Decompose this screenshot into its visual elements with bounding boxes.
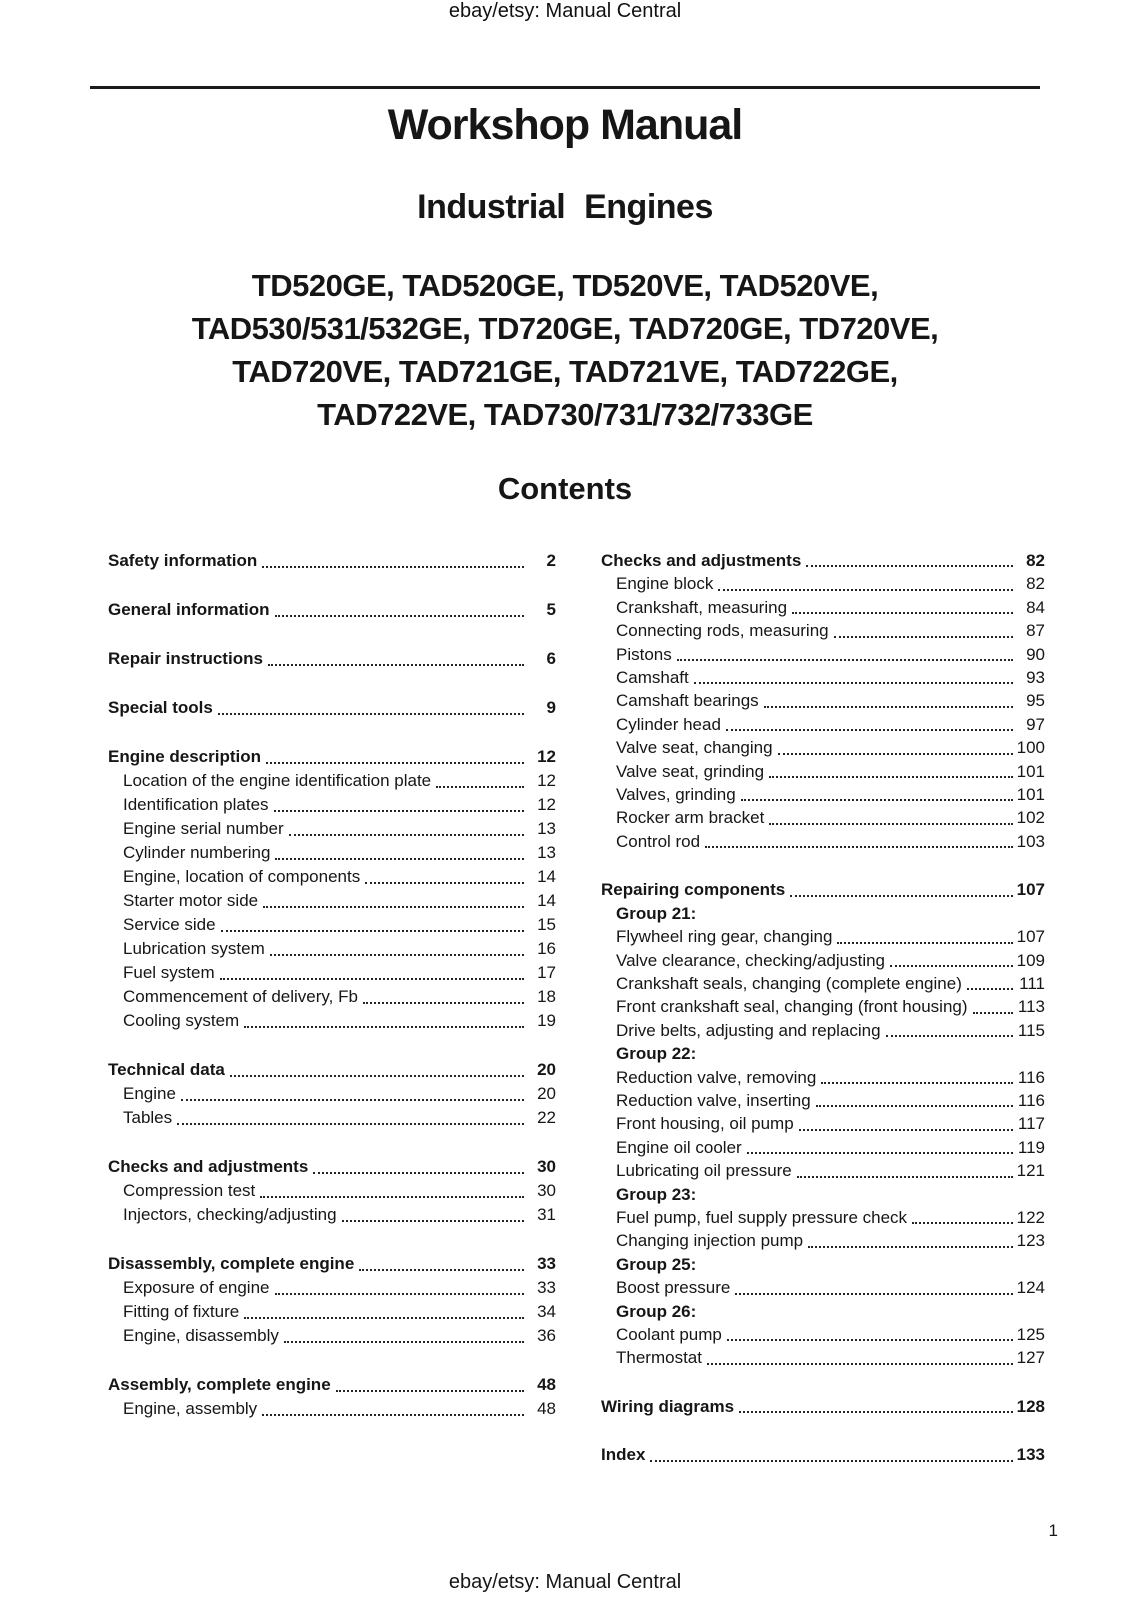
dot-leader <box>705 846 1013 848</box>
toc-page-number: 30 <box>537 1157 556 1176</box>
toc-section <box>108 647 556 671</box>
toc-entry-label: Crankshaft, measuring <box>616 597 788 617</box>
toc-group-subheading <box>601 1042 1045 1065</box>
document-subtitle: Industrial Engines <box>417 188 713 226</box>
toc-page-number: 14 <box>537 891 556 910</box>
toc-entry <box>601 736 1045 759</box>
engine-model-line: TAD722VE, TAD730/731/732/733GE <box>317 397 813 432</box>
toc-entry-label: Engine block <box>616 574 714 594</box>
toc-entry-label: Rocker arm bracket <box>616 808 765 828</box>
toc-entry-label: Repair instructions <box>108 649 263 668</box>
toc-section-heading <box>108 1252 556 1276</box>
dot-leader <box>221 930 524 932</box>
toc-entry-label: Coolant pump <box>616 1325 722 1344</box>
dot-leader <box>284 1341 524 1343</box>
toc-page-number: 13 <box>537 843 556 862</box>
toc-page-number: 82 <box>1026 574 1045 594</box>
toc-group-subheading <box>601 902 1045 925</box>
dot-leader <box>837 942 1013 944</box>
table-of-contents <box>108 549 1045 1492</box>
dot-leader <box>230 1075 524 1077</box>
dot-leader <box>806 565 1013 567</box>
dot-leader <box>289 834 524 836</box>
toc-entry-label: Assembly, complete engine <box>108 1375 331 1394</box>
toc-entry-label: Fitting of fixture <box>123 1302 240 1321</box>
dot-leader <box>797 1176 1013 1178</box>
toc-page-number: 48 <box>537 1399 556 1418</box>
toc-entry <box>601 619 1045 642</box>
toc-entry-label: Valve seat, grinding <box>616 761 765 781</box>
toc-section <box>601 1395 1045 1418</box>
toc-page-number: 12 <box>537 771 556 790</box>
toc-entry <box>108 1276 556 1300</box>
dot-leader <box>359 1269 524 1271</box>
toc-entry-label: Location of the engine identification plate <box>123 771 432 790</box>
dot-leader <box>735 1293 1013 1295</box>
dot-leader <box>808 1246 1013 1248</box>
toc-entry-label: Checks and adjustments <box>108 1157 309 1176</box>
toc-page-number: 2 <box>546 551 556 570</box>
toc-entry <box>601 689 1045 712</box>
toc-entry-label: Service side <box>123 915 216 934</box>
toc-entry <box>601 572 1045 595</box>
toc-entry <box>108 961 556 985</box>
dot-leader <box>764 706 1013 708</box>
toc-entry <box>108 1300 556 1324</box>
dot-leader <box>266 762 524 764</box>
toc-page-number: 13 <box>537 819 556 838</box>
dot-leader <box>220 978 524 980</box>
toc-entry <box>108 841 556 865</box>
toc-entry <box>601 760 1045 783</box>
toc-entry-label: Cylinder numbering <box>123 843 271 862</box>
watermark-footer: ebay/etsy: Manual Central <box>448 1571 682 1593</box>
toc-entry-label: Group 21: <box>616 903 697 923</box>
toc-section-heading <box>108 1373 556 1397</box>
toc-page-number: 117 <box>1017 1114 1045 1134</box>
toc-page-number: 20 <box>537 1084 556 1103</box>
toc-section-heading <box>108 696 556 720</box>
toc-page-number: 109 <box>1016 950 1045 970</box>
toc-entry <box>601 830 1045 853</box>
toc-page-number: 111 <box>1019 973 1045 993</box>
dot-leader <box>816 1105 1013 1107</box>
toc-entry-label: Group 25: <box>616 1254 697 1274</box>
dot-leader <box>821 1082 1013 1084</box>
dot-leader <box>747 1152 1013 1154</box>
toc-entry <box>601 1112 1045 1135</box>
toc-page-number: 87 <box>1026 621 1045 641</box>
toc-page-number: 48 <box>537 1375 556 1394</box>
toc-page-number: 17 <box>537 963 556 982</box>
toc-entry-label: Front housing, oil pump <box>616 1114 794 1134</box>
toc-entry <box>601 1019 1045 1042</box>
toc-entry-label: Connecting rods, measuring <box>616 621 829 641</box>
toc-page-number: 16 <box>537 939 556 958</box>
dot-leader <box>262 566 524 568</box>
toc-section <box>601 1443 1045 1466</box>
toc-entry <box>601 1276 1045 1299</box>
toc-page-number: 127 <box>1016 1348 1045 1368</box>
toc-page-number: 82 <box>1026 551 1045 570</box>
toc-page-number: 107 <box>1016 880 1045 900</box>
toc-entry <box>601 783 1045 806</box>
engine-model-line: TAD530/531/532GE, TD720GE, TAD720GE, TD720VE, <box>191 311 939 346</box>
toc-entry <box>108 1203 556 1227</box>
page-number: 1 <box>1048 1521 1058 1540</box>
toc-entry-label: Group 23: <box>616 1184 697 1204</box>
dot-leader <box>973 1012 1013 1014</box>
toc-entry <box>601 1323 1045 1346</box>
toc-page-number: 9 <box>546 698 556 717</box>
toc-section <box>108 549 556 573</box>
toc-entry <box>601 995 1045 1018</box>
dot-leader <box>694 682 1013 684</box>
toc-section-heading <box>108 1155 556 1179</box>
toc-entry <box>108 1397 556 1421</box>
dot-leader <box>718 589 1013 591</box>
dot-leader <box>739 1411 1013 1413</box>
toc-entry <box>108 1324 556 1348</box>
toc-entry-label: Safety information <box>108 551 258 570</box>
toc-entry <box>601 949 1045 972</box>
toc-page-number: 12 <box>537 795 556 814</box>
toc-entry-label: Valves, grinding <box>616 785 736 805</box>
toc-entry <box>108 865 556 889</box>
toc-page-number: 15 <box>537 915 556 934</box>
toc-entry-label: Engine, disassembly <box>123 1326 279 1345</box>
toc-entry-label: Valve clearance, checking/adjusting <box>616 950 886 970</box>
toc-page-number: 107 <box>1016 927 1045 947</box>
horizontal-rule <box>90 86 1040 89</box>
toc-entry <box>108 913 556 937</box>
toc-entry <box>601 925 1045 948</box>
toc-section <box>108 598 556 622</box>
dot-leader <box>365 882 524 884</box>
toc-entry <box>108 1106 556 1130</box>
toc-entry-label: Index <box>601 1445 646 1465</box>
toc-section <box>108 745 556 1033</box>
toc-entry <box>601 596 1045 619</box>
toc-page-number: 34 <box>537 1302 556 1321</box>
dot-leader <box>912 1222 1013 1224</box>
toc-section-heading <box>108 598 556 622</box>
dot-leader <box>336 1390 524 1392</box>
toc-entry-label: Lubrication system <box>123 939 265 958</box>
toc-entry-label: Identification plates <box>123 795 269 814</box>
toc-entry-label: Cylinder head <box>616 714 721 734</box>
toc-page-number: 31 <box>537 1205 556 1224</box>
toc-entry <box>108 793 556 817</box>
toc-page-number: 122 <box>1016 1207 1045 1227</box>
toc-page-number: 125 <box>1016 1325 1045 1344</box>
toc-section <box>601 878 1045 1370</box>
toc-entry-label: Drive belts, adjusting and replacing <box>616 1020 881 1040</box>
toc-entry-label: Engine, location of components <box>123 867 361 886</box>
toc-group-subheading <box>601 1183 1045 1206</box>
toc-page-number: 113 <box>1017 997 1045 1017</box>
dot-leader <box>436 786 524 788</box>
dot-leader <box>741 799 1013 801</box>
dot-leader <box>260 1196 524 1198</box>
engine-models <box>0 264 1130 436</box>
dot-leader <box>726 729 1013 731</box>
toc-page-number: 101 <box>1016 785 1045 805</box>
toc-page-number: 84 <box>1026 597 1045 617</box>
dot-leader <box>769 776 1013 778</box>
dot-leader <box>778 753 1013 755</box>
toc-entry-label: Group 22: <box>616 1044 697 1064</box>
toc-page-number: 102 <box>1016 808 1045 828</box>
toc-entry <box>601 1159 1045 1182</box>
toc-page-number: 20 <box>537 1060 556 1079</box>
toc-page-number: 12 <box>537 747 556 766</box>
toc-page-number: 116 <box>1017 1067 1045 1087</box>
dot-leader <box>262 1414 524 1416</box>
toc-section-heading <box>601 1443 1045 1466</box>
toc-entry-label: Pistons <box>616 644 672 664</box>
toc-entry-label: Control rod <box>616 831 701 851</box>
toc-entry <box>601 1229 1045 1252</box>
toc-entry-label: Special tools <box>108 698 213 717</box>
toc-entry-label: Reduction valve, removing <box>616 1067 817 1087</box>
dot-leader <box>363 1002 524 1004</box>
toc-page-number: 119 <box>1017 1137 1045 1157</box>
dot-leader <box>244 1026 524 1028</box>
toc-entry-label: Engine, assembly <box>123 1399 258 1418</box>
toc-entry-label: Tables <box>123 1108 173 1127</box>
toc-entry <box>601 1206 1045 1229</box>
toc-entry <box>108 769 556 793</box>
toc-entry-label: Commencement of delivery, Fb <box>123 987 358 1006</box>
toc-entry-label: General information <box>108 600 270 619</box>
toc-entry-label: Lubricating oil pressure <box>616 1161 792 1181</box>
toc-entry-label: Flywheel ring gear, changing <box>616 927 833 947</box>
toc-page-number: 101 <box>1016 761 1045 781</box>
toc-entry <box>601 1089 1045 1112</box>
dot-leader <box>727 1339 1013 1341</box>
toc-page-number: 36 <box>537 1326 556 1345</box>
toc-entry-label: Group 26: <box>616 1301 697 1321</box>
toc-page-number: 100 <box>1016 738 1045 758</box>
toc-entry-label: Changing injection pump <box>616 1231 804 1251</box>
toc-entry-label: Valve seat, changing <box>616 738 773 758</box>
toc-entry-label: Injectors, checking/adjusting <box>123 1205 337 1224</box>
toc-section <box>108 1155 556 1227</box>
toc-entry-label: Fuel pump, fuel supply pressure check <box>616 1207 908 1227</box>
dot-leader <box>799 1129 1013 1131</box>
toc-entry-label: Checks and adjustments <box>601 551 802 570</box>
dot-leader <box>967 988 1013 990</box>
dot-leader <box>275 858 524 860</box>
toc-section <box>108 696 556 720</box>
engine-model-line: TAD720VE, TAD721GE, TAD721VE, TAD722GE, <box>232 354 898 389</box>
toc-page-number: 19 <box>537 1011 556 1030</box>
toc-entry <box>108 985 556 1009</box>
dot-leader <box>834 636 1013 638</box>
toc-entry <box>108 1009 556 1033</box>
toc-entry-label: Thermostat <box>616 1348 702 1368</box>
toc-page-number: 90 <box>1026 644 1045 664</box>
watermark-header: ebay/etsy: Manual Central <box>448 0 682 22</box>
toc-section-heading <box>108 549 556 573</box>
toc-entry <box>108 937 556 961</box>
dot-leader <box>890 965 1013 967</box>
dot-leader <box>707 1363 1013 1365</box>
dot-leader <box>177 1123 524 1125</box>
toc-page-number: 5 <box>546 600 556 619</box>
toc-entry-label: Engine <box>123 1084 176 1103</box>
dot-leader <box>792 612 1013 614</box>
toc-entry-label: Engine serial number <box>123 819 284 838</box>
toc-section <box>108 1058 556 1130</box>
toc-section <box>108 1252 556 1348</box>
dot-leader <box>677 659 1013 661</box>
dot-leader <box>268 664 524 666</box>
toc-entry-label: Starter motor side <box>123 891 259 910</box>
toc-page-number: 124 <box>1016 1278 1045 1298</box>
toc-page-number: 14 <box>537 867 556 886</box>
dot-leader <box>769 823 1013 825</box>
dot-leader <box>790 895 1013 897</box>
dot-leader <box>650 1460 1013 1462</box>
toc-section-heading <box>108 1058 556 1082</box>
toc-page-number: 116 <box>1017 1090 1045 1110</box>
toc-entry-label: Engine oil cooler <box>616 1137 742 1157</box>
toc-page-number: 18 <box>537 987 556 1006</box>
toc-entry <box>108 817 556 841</box>
dot-leader <box>275 615 524 617</box>
toc-page-number: 103 <box>1016 831 1045 851</box>
toc-page-number: 30 <box>537 1181 556 1200</box>
toc-entry <box>601 1066 1045 1089</box>
toc-page-number: 33 <box>537 1278 556 1297</box>
toc-entry-label: Camshaft bearings <box>616 691 759 711</box>
dot-leader <box>218 713 524 715</box>
dot-leader <box>886 1035 1013 1037</box>
toc-page-number: 95 <box>1026 691 1045 711</box>
toc-entry-label: Cooling system <box>123 1011 240 1030</box>
toc-entry-label: Crankshaft seals, changing (complete engine) <box>616 973 962 993</box>
toc-entry-label: Fuel system <box>123 963 215 982</box>
toc-entry-label: Engine description <box>108 747 262 766</box>
toc-entry-label: Reduction valve, inserting <box>616 1090 811 1110</box>
document-title: Workshop Manual <box>387 101 743 149</box>
toc-page-number: 133 <box>1016 1445 1045 1465</box>
toc-group-subheading <box>601 1253 1045 1276</box>
toc-entry <box>601 666 1045 689</box>
toc-section-heading <box>108 745 556 769</box>
toc-page-number: 123 <box>1016 1231 1045 1251</box>
toc-section-heading <box>601 549 1045 572</box>
toc-column-left <box>108 549 556 1446</box>
toc-entry-label: Technical data <box>108 1060 225 1079</box>
toc-entry-label: Wiring diagrams <box>601 1396 735 1416</box>
contents-heading: Contents <box>497 471 633 506</box>
toc-entry-label: Compression test <box>123 1181 256 1200</box>
toc-entry <box>601 972 1045 995</box>
toc-entry <box>108 889 556 913</box>
engine-model-line: TD520GE, TAD520GE, TD520VE, TAD520VE, <box>251 268 879 303</box>
toc-page-number: 121 <box>1016 1161 1045 1181</box>
toc-entry <box>108 1082 556 1106</box>
toc-entry-label: Camshaft <box>616 668 689 688</box>
dot-leader <box>275 1293 525 1295</box>
dot-leader <box>342 1220 524 1222</box>
dot-leader <box>313 1172 524 1174</box>
toc-page-number: 128 <box>1016 1396 1045 1416</box>
toc-entry <box>601 1346 1045 1369</box>
toc-section-heading <box>601 878 1045 901</box>
toc-section <box>601 549 1045 853</box>
toc-section <box>108 1373 556 1421</box>
toc-section-heading <box>108 647 556 671</box>
toc-group-subheading <box>601 1300 1045 1323</box>
dot-leader <box>181 1099 524 1101</box>
toc-page-number: 22 <box>537 1108 556 1127</box>
toc-page-number: 97 <box>1026 714 1045 734</box>
toc-entry-label: Repairing components <box>601 880 786 900</box>
toc-column-right <box>601 549 1045 1492</box>
toc-entry-label: Disassembly, complete engine <box>108 1254 355 1273</box>
dot-leader <box>274 810 524 812</box>
toc-page-number: 93 <box>1026 668 1045 688</box>
toc-section-heading <box>601 1395 1045 1418</box>
toc-entry-label: Front crankshaft seal, changing (front housing) <box>616 997 968 1017</box>
toc-entry-label: Exposure of engine <box>123 1278 270 1297</box>
toc-entry-label: Boost pressure <box>616 1278 731 1298</box>
toc-page-number: 33 <box>537 1254 556 1273</box>
toc-page-number: 6 <box>546 649 556 668</box>
toc-page-number: 115 <box>1017 1020 1045 1040</box>
dot-leader <box>263 906 524 908</box>
toc-entry <box>601 806 1045 829</box>
toc-entry <box>601 1136 1045 1159</box>
toc-entry <box>108 1179 556 1203</box>
toc-entry <box>601 713 1045 736</box>
dot-leader <box>270 954 524 956</box>
toc-entry <box>601 643 1045 666</box>
dot-leader <box>244 1317 524 1319</box>
